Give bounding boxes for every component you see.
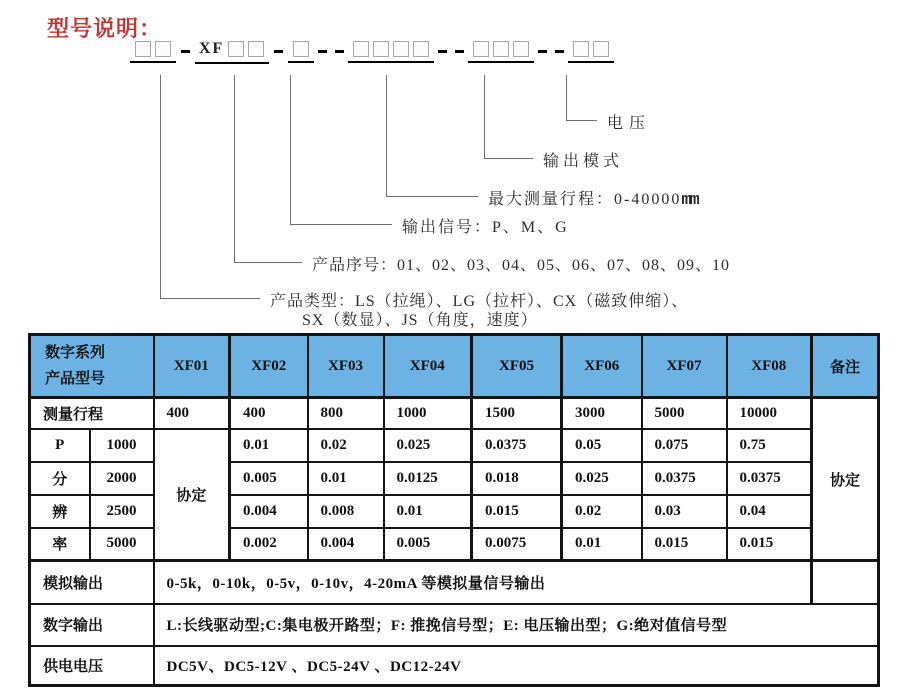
xf01-agreement-cell: 协定: [154, 429, 230, 561]
table-cell: 0.0125: [384, 462, 472, 495]
leader-line: [566, 75, 567, 120]
table-cell: 400: [230, 398, 308, 429]
header-line2: 产品型号: [45, 371, 106, 387]
code-box: [353, 41, 369, 57]
leader-line: [234, 262, 302, 263]
leader-line: [386, 196, 478, 197]
table-cell: 3000: [562, 398, 642, 429]
leader-line: [290, 224, 392, 225]
model-code-group-voltage: [568, 39, 614, 63]
header-series-model: [30, 335, 154, 398]
travel-row: [30, 398, 879, 429]
table-cell: 0.03: [642, 495, 727, 528]
header-line1: 数字系列: [45, 345, 106, 361]
model-code-group-series: [195, 38, 269, 64]
leader-line: [160, 75, 161, 298]
table-cell: 10000: [727, 398, 812, 429]
table-cell: 0.005: [384, 528, 472, 561]
code-box: [373, 41, 389, 57]
digital-content: L:长线驱动型;C:集电极开路型；F: 推挽信号型；E: 电压输出型；G:绝对值信号型: [154, 604, 879, 646]
dash-separator: [455, 50, 464, 53]
header-xf03: XF03: [308, 335, 384, 398]
code-box: [493, 41, 509, 57]
xf-prefix: XF: [199, 40, 225, 57]
table-cell: 0.0375: [472, 429, 562, 462]
power-voltage-row: [30, 646, 879, 686]
table-cell: 0.015: [642, 528, 727, 561]
table-cell: 0.01: [384, 495, 472, 528]
leader-line: [160, 298, 260, 299]
code-box: [473, 41, 489, 57]
code-box: [248, 41, 264, 57]
table-cell: 0.02: [562, 495, 642, 528]
table-cell: 0.025: [562, 462, 642, 495]
resolution-row: [30, 429, 879, 462]
page-title: 型号说明：: [47, 16, 163, 41]
dash-separator: [538, 50, 547, 53]
axis-char: 率: [30, 528, 90, 561]
table-cell: 0.01: [308, 462, 384, 495]
code-box: [573, 41, 589, 57]
code-box: [155, 41, 171, 57]
table-cell: 0.025: [384, 429, 472, 462]
header-xf07: XF07: [642, 335, 727, 398]
dash-separator: [555, 50, 564, 53]
model-code-pattern: [130, 38, 614, 64]
code-box: [413, 41, 429, 57]
label-max-travel-text: 最大测量行程：0-40000: [488, 191, 682, 208]
label-voltage: 电压: [607, 115, 652, 132]
leader-line: [234, 75, 235, 262]
label-output-mode: 输出模式: [543, 153, 624, 170]
leader-line: [386, 75, 387, 196]
table-cell: 0.04: [727, 495, 812, 528]
table-cell: 0.75: [727, 429, 812, 462]
analog-content: 0-5k，0-10k，0-5v，0-10v，4-20mA 等模拟量信号输出: [154, 561, 812, 604]
header-xf05: XF05: [472, 335, 562, 398]
speed-cell: 5000: [90, 528, 154, 561]
speed-cell: 2000: [90, 462, 154, 495]
analog-label: 模拟输出: [30, 561, 154, 604]
model-code-group-travel: [348, 39, 434, 63]
table-cell: 0.004: [308, 528, 384, 561]
header-xf06: XF06: [562, 335, 642, 398]
table-cell: 0.0075: [472, 528, 562, 561]
travel-label: 测量行程: [30, 398, 154, 429]
table-cell: 0.02: [308, 429, 384, 462]
axis-char: P: [30, 429, 90, 462]
digital-output-row: [30, 604, 879, 646]
header-xf08: XF08: [727, 335, 812, 398]
table-cell: 400: [154, 398, 230, 429]
dash-separator: [181, 50, 190, 53]
table-cell: 0.05: [562, 429, 642, 462]
model-code-group-output-mode: [468, 39, 534, 63]
model-code-group-type: [130, 39, 176, 63]
speed-cell: 1000: [90, 429, 154, 462]
spec-table: [28, 333, 880, 687]
analog-output-row: [30, 561, 879, 604]
leader-line: [484, 75, 485, 158]
table-cell: 0.005: [230, 462, 308, 495]
leader-line: [484, 158, 533, 159]
leader-line: [290, 75, 291, 224]
dash-separator: [335, 50, 344, 53]
table-cell: 0.075: [642, 429, 727, 462]
table-cell: 0.018: [472, 462, 562, 495]
header-remark: 备注: [812, 335, 879, 398]
speed-cell: 2500: [90, 495, 154, 528]
table-cell: 0.015: [472, 495, 562, 528]
code-box: [293, 41, 309, 57]
power-label: 供电电压: [30, 646, 154, 686]
digital-label: 数字输出: [30, 604, 154, 646]
table-cell: 0.008: [308, 495, 384, 528]
table-cell: 5000: [642, 398, 727, 429]
table-cell: 0.01: [562, 528, 642, 561]
label-product-type-line2: SX（数显）、JS（角度，速度）: [302, 312, 538, 329]
dash-separator: [438, 50, 447, 53]
code-box: [513, 41, 529, 57]
code-box: [593, 41, 609, 57]
code-box: [135, 41, 151, 57]
dash-separator: [318, 50, 327, 53]
dash-separator: [274, 50, 283, 53]
label-max-travel-unit: mm: [681, 191, 698, 210]
table-cell: 0.01: [230, 429, 308, 462]
header-xf04: XF04: [384, 335, 472, 398]
table-cell: 0.0375: [642, 462, 727, 495]
header-xf01: XF01: [154, 335, 230, 398]
remark-cell: 协定: [812, 398, 879, 561]
remark-cell-empty: [812, 561, 879, 604]
label-product-type-line1: 产品类型：LS（拉绳）、LG（拉杆）、CX（磁致伸缩）、: [270, 293, 689, 310]
table-cell: 1000: [384, 398, 472, 429]
header-xf02: XF02: [230, 335, 308, 398]
table-cell: 0.002: [230, 528, 308, 561]
model-code-group-signal: [288, 39, 314, 63]
table-cell: 0.004: [230, 495, 308, 528]
table-cell: 0.0375: [727, 462, 812, 495]
label-product-serial: 产品序号：01、02、03、04、05、06、07、08、09、10: [312, 257, 731, 274]
axis-char: 分: [30, 462, 90, 495]
table-header-row: [30, 335, 879, 398]
axis-char: 辨: [30, 495, 90, 528]
label-output-signal: 输出信号：P、M、G: [402, 219, 569, 236]
code-box: [393, 41, 409, 57]
leader-line: [566, 120, 597, 121]
code-box: [228, 41, 244, 57]
table-cell: 800: [308, 398, 384, 429]
label-max-travel: [488, 186, 698, 210]
table-cell: 1500: [472, 398, 562, 429]
table-cell: 0.015: [727, 528, 812, 561]
power-content: DC5V、DC5-12V 、DC5-24V 、DC12-24V: [154, 646, 879, 686]
